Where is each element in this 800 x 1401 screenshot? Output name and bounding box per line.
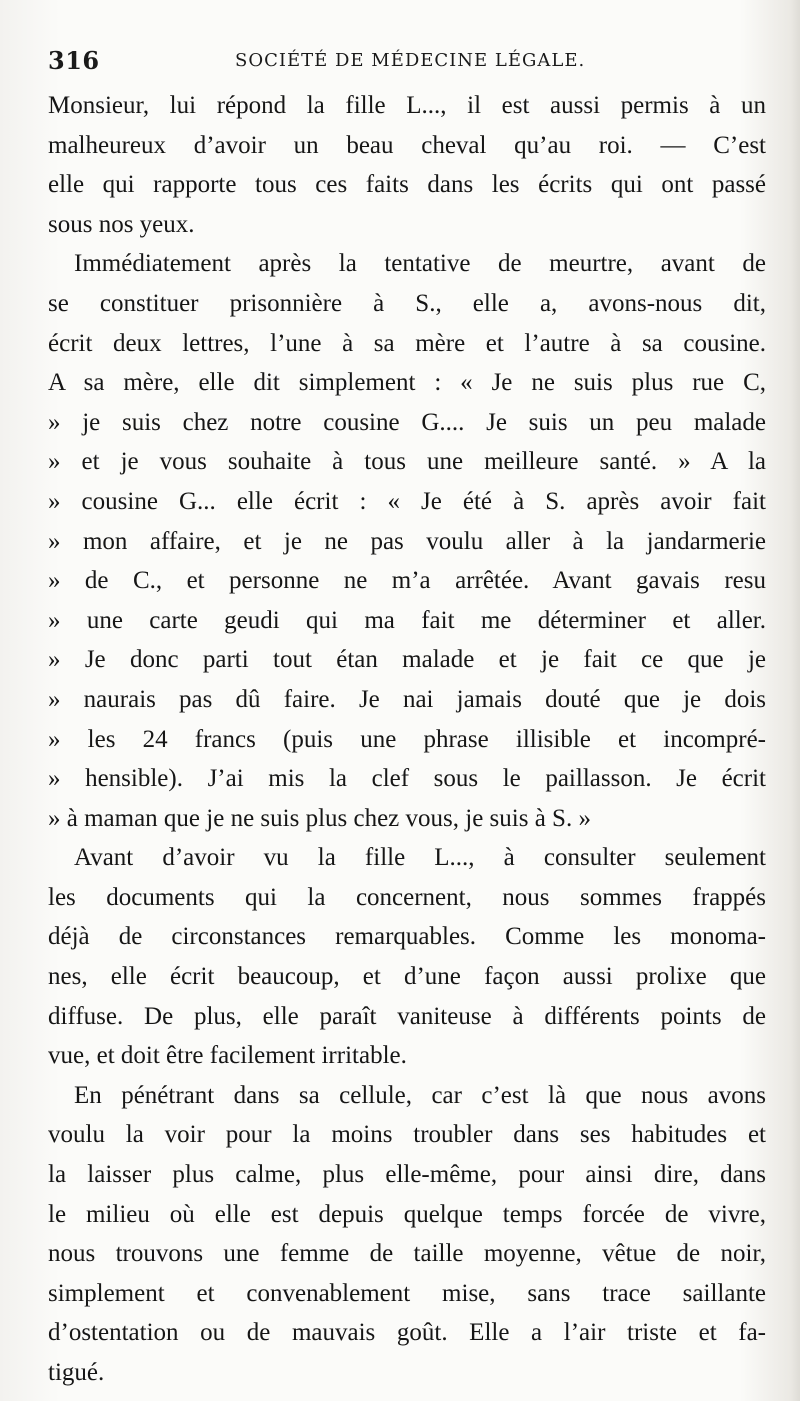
text-line: d’ostentation ou de mauvais goût. Elle a l’air triste et fa- [48,1319,766,1347]
paragraph-3 [48,838,766,1076]
text-line: vue, et doit être facilement irritable. [48,1042,407,1070]
text-line: voulu la voir pour la moins troubler dans ses habitudes et [48,1121,766,1149]
paragraph-2 [48,244,766,838]
quoted-line: » à maman que je ne suis plus chez vous, je suis à S. » [48,804,591,832]
text-line: elle qui rapporte tous ces faits dans les écrits qui ont passé [48,171,766,199]
page-number: 316 [48,46,100,75]
page-header [30,38,770,78]
text-line: nous trouvons une femme de taille moyenne, vêtue de noir, [48,1240,766,1268]
text-line: malheureux d’avoir un beau cheval qu’au roi. — C’est [48,131,766,159]
text-line: écrit deux lettres, l’une à sa mère et l’autre à sa cousine. [48,329,766,357]
text-line: les documents qui la concernent, nous sommes frappés [48,883,766,911]
quoted-line: » mon affaire, et je ne pas voulu aller à la jandarmerie [48,527,766,555]
quoted-line: » hensible). J’ai mis la clef sous le paillasson. Je écrit [48,765,766,793]
text-line: Monsieur, lui répond la fille L..., il est aussi permis à un [48,92,766,119]
text-line: A sa mère, elle dit simplement : « Je ne suis plus rue C, [48,369,766,397]
text-line: diffuse. De plus, elle paraît vaniteuse à différents points de [48,1002,766,1030]
quoted-line: » cousine G... elle écrit : « Je été à S. après avoir fait [48,487,766,515]
text-line: Immédiatement après la tentative de meurtre, avant de [74,250,766,278]
text-line: la laisser plus calme, plus elle-même, pour ainsi dire, dans [48,1161,766,1189]
text-line: En pénétrant dans sa cellule, car c’est là que nous avons [74,1081,766,1109]
quoted-line: » de C., et personne ne m’a arrêtée. Avant gavais resu [48,567,766,595]
quoted-line: » je suis chez notre cousine G.... Je suis un peu malade [48,408,766,436]
text-line: tigué. [48,1359,105,1386]
text-line: déjà de circonstances remarquables. Comme les monoma- [48,923,766,951]
text-line: sous nos yeux. [48,210,195,238]
paragraph-4 [48,1076,766,1393]
quoted-line: » une carte geudi qui ma fait me déterminer et aller. [48,606,766,634]
text-line: Avant d’avoir vu la fille L..., à consulter seulement [74,844,766,872]
text-line: le milieu où elle est depuis quelque temps forcée de vivre, [48,1200,766,1228]
paragraph-1 [48,86,766,244]
running-title: SOCIÉTÉ DE MÉDECINE LÉGALE. [235,50,586,71]
quoted-line: » naurais pas dû faire. Je nai jamais douté que je dois [48,685,766,713]
text-line: se constituer prisonnière à S., elle a, avons-nous dit, [48,289,766,317]
quoted-line: » les 24 francs (puis une phrase illisible et incompré- [48,725,766,753]
body-text [48,86,766,1393]
text-line: nes, elle écrit beaucoup, et d’une façon aussi prolixe que [48,963,766,991]
quoted-line: » Je donc parti tout étan malade et je fait ce que je [48,646,766,674]
quoted-line: » et je vous souhaite à tous une meilleure santé. » A la [48,448,766,476]
text-line: simplement et convenablement mise, sans trace saillante [48,1279,766,1307]
